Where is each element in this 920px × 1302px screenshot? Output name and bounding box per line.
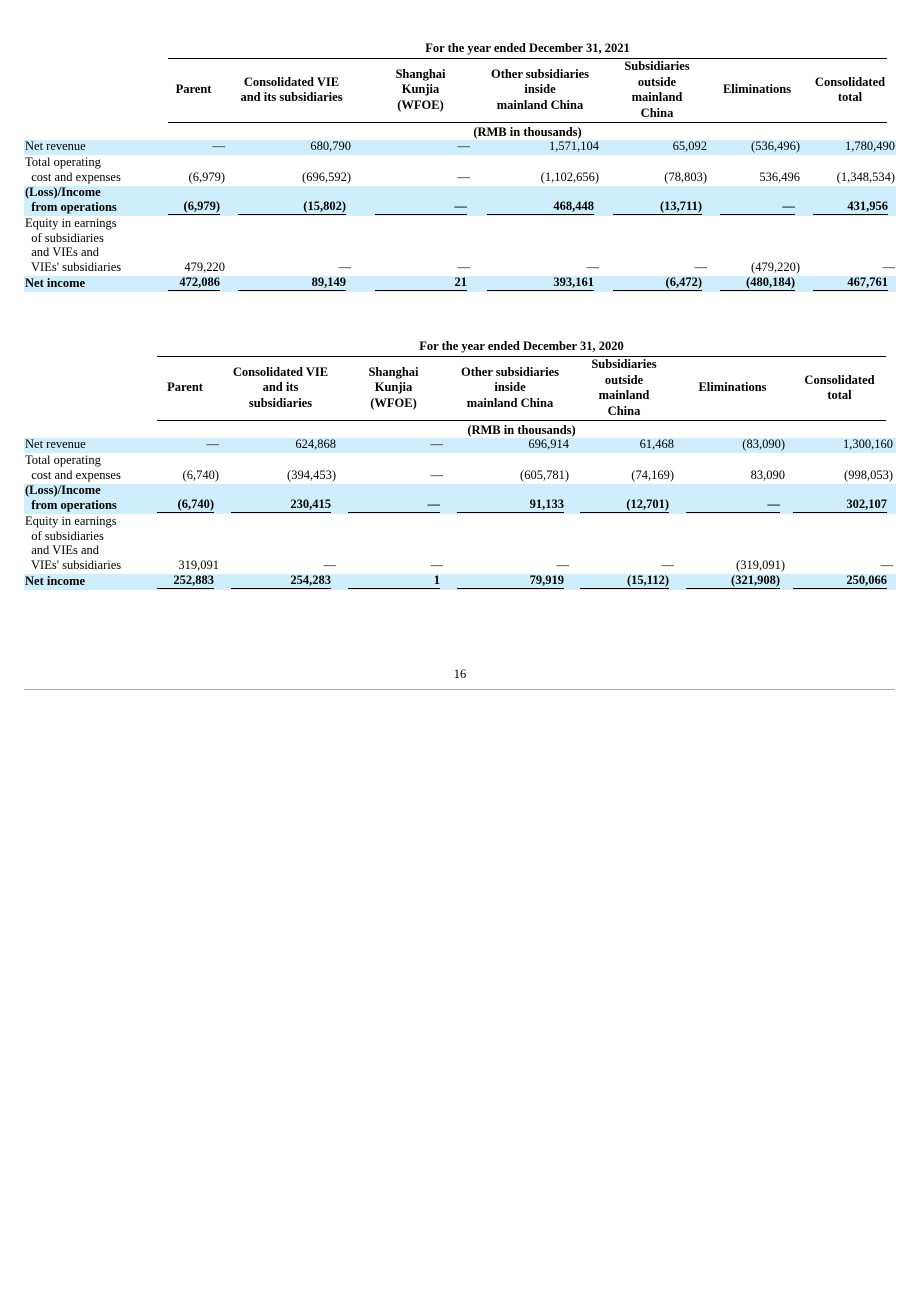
column-header: Consolidated total (814, 74, 886, 104)
table-row (24, 140, 896, 155)
table-cell: (480,184) (720, 275, 795, 291)
period-header: For the year ended December 31, 2020 (157, 338, 886, 357)
table-cell: — (323, 558, 336, 572)
table-cell: (998,053) (844, 468, 893, 482)
table-cell: 89,149 (238, 275, 346, 291)
table-cell: (74,169) (631, 468, 674, 482)
table-cell: 254,283 (231, 573, 331, 589)
table-cell: (6,740) (182, 468, 219, 482)
table-cell: 696,914 (528, 437, 569, 451)
table-cell: 91,133 (457, 497, 564, 513)
page-number: 16 (453, 667, 467, 681)
table-cell: 624,868 (295, 437, 336, 451)
table-cell: (6,979) (188, 170, 225, 184)
table-row (24, 438, 896, 453)
table-cell: 468,448 (487, 199, 594, 215)
table-cell: — (430, 437, 443, 451)
table-cell: 65,092 (672, 139, 707, 153)
table-cell: 1,300,160 (843, 437, 893, 451)
header-rule (157, 420, 886, 421)
table-cell: — (882, 260, 895, 274)
table-cell: — (430, 558, 443, 572)
column-header: Eliminations (722, 82, 792, 97)
table-cell: — (720, 199, 795, 215)
column-header: Subsidiaries outside mainland China (624, 59, 690, 120)
table-cell: — (686, 497, 780, 513)
column-header: Consolidated total (804, 372, 875, 402)
table-cell: 1 (348, 573, 440, 589)
table-cell: (15,112) (580, 573, 669, 589)
table-cell: 83,090 (750, 468, 785, 482)
table-cell: — (338, 260, 351, 274)
table-cell: 472,086 (168, 275, 220, 291)
row-label: Net income (25, 574, 86, 589)
table-cell: — (694, 260, 707, 274)
table-cell: — (457, 260, 470, 274)
table-row (24, 453, 896, 484)
table-cell: — (880, 558, 893, 572)
table-cell: 467,761 (813, 275, 888, 291)
column-header: Consolidated VIE and its subsidiaries (240, 74, 343, 104)
column-header: Consolidated VIE and its subsidiaries (232, 364, 329, 410)
column-header: Shanghai Kunjia (WFOE) (368, 364, 419, 410)
table-cell: 536,496 (759, 170, 800, 184)
row-label: (Loss)/Income from operations (25, 483, 117, 513)
table-cell: 680,790 (310, 139, 351, 153)
row-label: Total operating cost and expenses (25, 155, 121, 185)
table-cell: — (661, 558, 674, 572)
table-cell: 479,220 (184, 260, 225, 274)
table-cell: 230,415 (231, 497, 331, 513)
column-header: Other subsidiaries inside mainland China (460, 364, 560, 410)
table-cell: 250,066 (793, 573, 887, 589)
table-cell: (13,711) (613, 199, 702, 215)
table-cell: 21 (375, 275, 467, 291)
table-cell: (1,348,534) (836, 170, 895, 184)
column-header: Shanghai Kunjia (WFOE) (395, 66, 446, 112)
column-header: Subsidiaries outside mainland China (591, 357, 657, 418)
row-label: Equity in earnings of subsidiaries and VIEs and VIEs' subsidiaries (25, 513, 122, 573)
row-label: (Loss)/Income from operations (25, 185, 117, 215)
table-row (24, 216, 896, 276)
row-label: Equity in earnings of subsidiaries and VIEs and VIEs' subsidiaries (25, 215, 122, 275)
table-cell: 393,161 (487, 275, 594, 291)
table-cell: 431,956 (813, 199, 888, 215)
column-header: Eliminations (698, 380, 767, 395)
row-label: Net revenue (25, 437, 86, 452)
period-header: For the year ended December 31, 2021 (168, 40, 887, 59)
table-cell: 302,107 (793, 497, 887, 513)
table-cell: (6,472) (613, 275, 702, 291)
row-label: Net revenue (25, 139, 86, 154)
table-cell: (1,102,656) (540, 170, 599, 184)
table-cell: (479,220) (751, 260, 800, 274)
table-cell: 61,468 (639, 437, 674, 451)
table-row (24, 514, 896, 574)
table-row (24, 155, 896, 186)
table-cell: — (457, 139, 470, 153)
units-label: (RMB in thousands) (168, 124, 887, 141)
table-row (24, 484, 896, 514)
table-cell: (12,701) (580, 497, 669, 513)
table-cell: — (212, 139, 225, 153)
table-cell: (6,740) (157, 497, 214, 513)
table-cell: (321,908) (686, 573, 780, 589)
table-cell: — (556, 558, 569, 572)
row-label: Net income (25, 276, 86, 291)
table-cell: (536,496) (751, 139, 800, 153)
table-cell: (15,802) (238, 199, 346, 215)
table-cell: 252,883 (157, 573, 214, 589)
table-cell: (394,453) (287, 468, 336, 482)
row-label: Total operating cost and expenses (25, 453, 121, 483)
table-cell: — (586, 260, 599, 274)
table-cell: (605,781) (520, 468, 569, 482)
table-cell: — (457, 170, 470, 184)
header-rule (168, 122, 887, 123)
table-cell: — (375, 199, 467, 215)
footer-divider (24, 689, 895, 690)
table-cell: (319,091) (736, 558, 785, 572)
table-cell: 79,919 (457, 573, 564, 589)
column-header: Other subsidiaries inside mainland China (490, 66, 590, 112)
table-cell: (83,090) (742, 437, 785, 451)
table-row (24, 574, 896, 590)
table-cell: 1,571,104 (549, 139, 599, 153)
table-cell: — (430, 468, 443, 482)
units-label: (RMB in thousands) (157, 422, 886, 439)
table-cell: (6,979) (168, 199, 220, 215)
table-cell: 319,091 (178, 558, 219, 572)
table-row (24, 186, 896, 216)
table-row (24, 276, 896, 292)
table-cell: — (206, 437, 219, 451)
column-header: Parent (167, 380, 203, 395)
table-cell: (696,592) (302, 170, 351, 184)
table-cell: (78,803) (664, 170, 707, 184)
table-cell: — (348, 497, 440, 513)
column-header: Parent (175, 82, 212, 97)
table-cell: 1,780,490 (845, 139, 895, 153)
